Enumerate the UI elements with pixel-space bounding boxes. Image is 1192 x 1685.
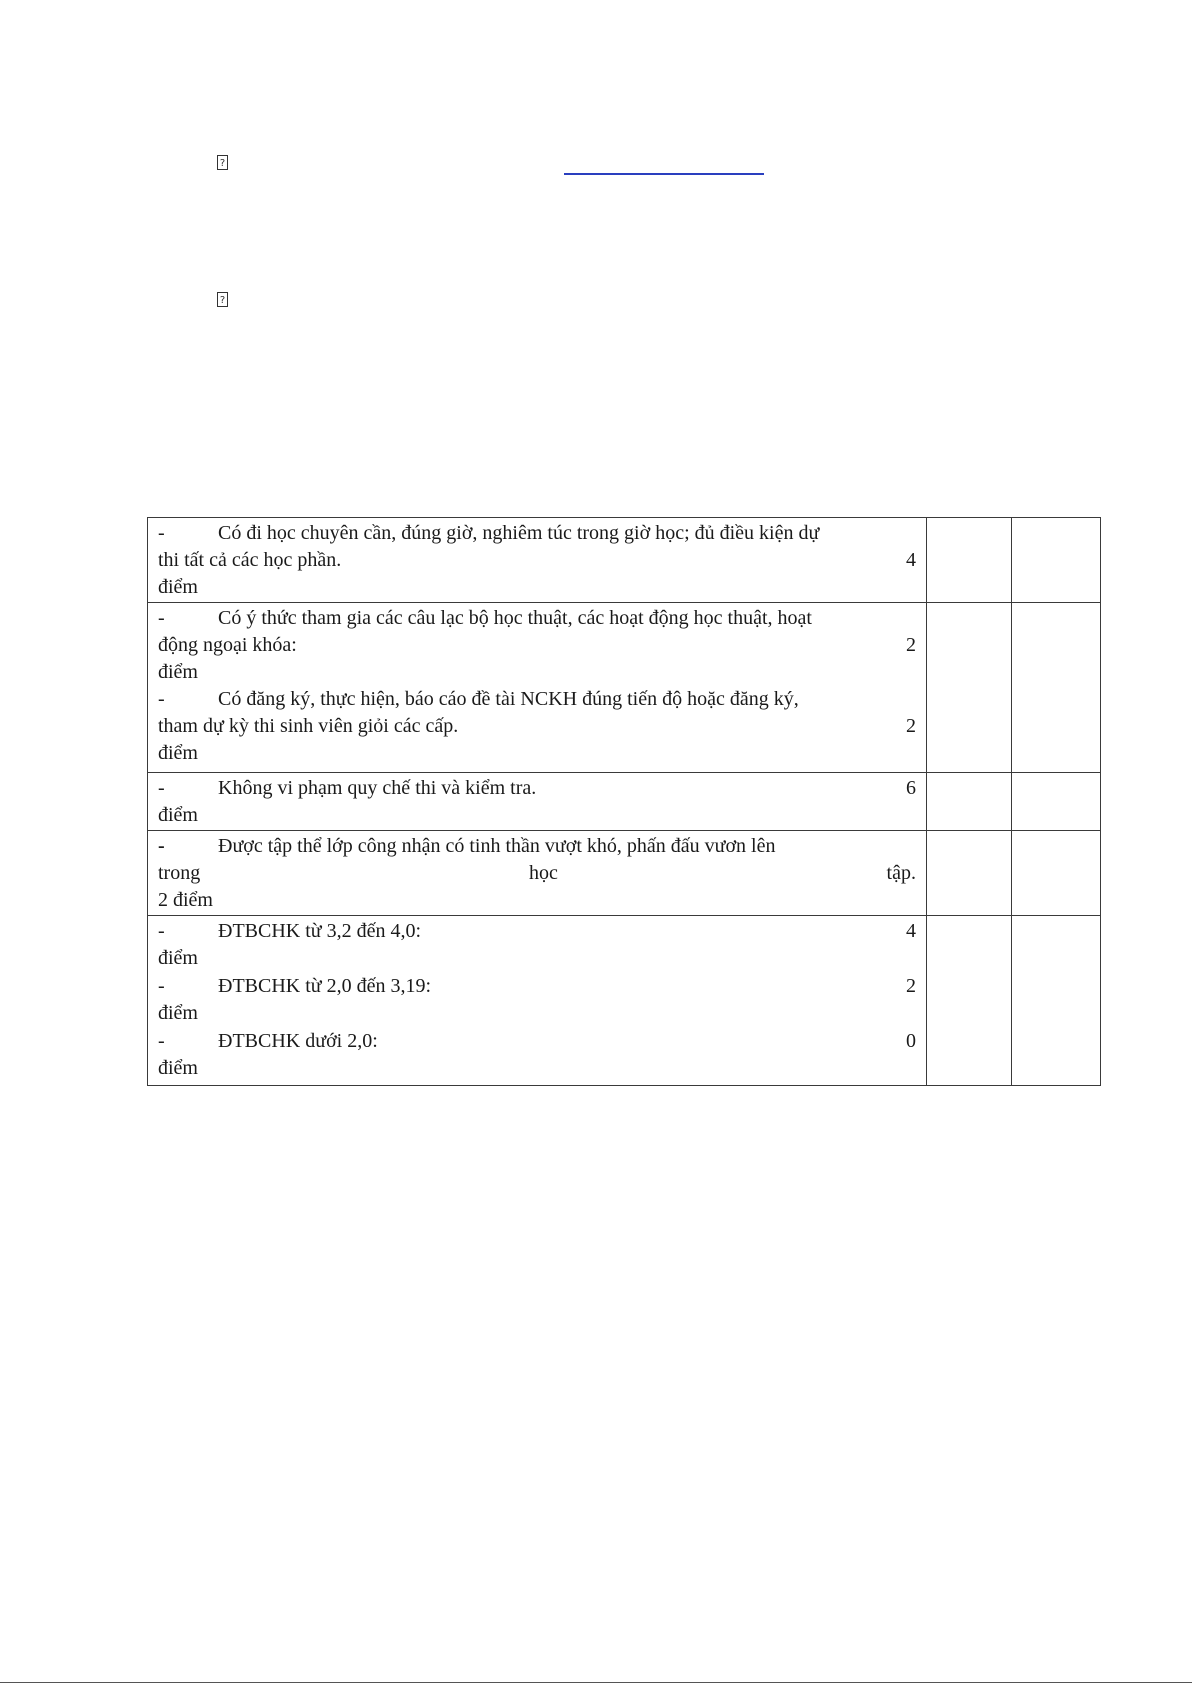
dash: - — [158, 975, 165, 997]
points-unit: điểm — [158, 742, 198, 764]
points-unit: điểm — [158, 804, 198, 826]
class-score-cell[interactable] — [1012, 773, 1101, 831]
points-value: 0 — [906, 1030, 916, 1052]
points-unit: điểm — [158, 661, 198, 683]
points-value: 2 — [906, 634, 916, 656]
dash: - — [158, 920, 165, 942]
points-unit: điểm — [158, 1002, 198, 1024]
criteria-cell — [148, 518, 927, 603]
criteria-cell — [148, 916, 927, 1086]
dash: - — [158, 607, 165, 629]
dash: - — [158, 522, 165, 544]
criterion-text: Có đăng ký, thực hiện, báo cáo đề tài NCKH đúng tiến độ hoặc đăng ký, — [218, 688, 799, 710]
criterion-text-cont: tập. — [886, 862, 916, 884]
criterion-text-cont: học — [528, 862, 558, 884]
criteria-cell — [148, 773, 927, 831]
dash: - — [158, 688, 165, 710]
self-score-cell[interactable] — [927, 916, 1012, 1086]
criterion-text-cont: tham dự kỳ thi sinh viên giỏi các cấp. — [158, 715, 459, 737]
scoring-criteria-table — [147, 517, 1101, 1086]
criterion-text: Có đi học chuyên cần, đúng giờ, nghiêm túc trong giờ học; đủ điều kiện dự — [218, 522, 820, 544]
missing-glyph-icon: ? — [217, 155, 228, 170]
table-row — [148, 603, 1101, 773]
self-score-cell[interactable] — [927, 773, 1012, 831]
points-value: 4 — [906, 549, 916, 571]
points-value: 2 — [906, 715, 916, 737]
criterion-text: ĐTBCHK dưới 2,0: — [218, 1030, 378, 1052]
table-row — [148, 831, 1101, 916]
class-score-cell[interactable] — [1012, 831, 1101, 916]
points-unit: điểm — [158, 576, 198, 598]
missing-glyph-icon: ? — [217, 292, 228, 307]
dash: - — [158, 777, 165, 799]
self-score-cell[interactable] — [927, 831, 1012, 916]
points-value: 4 — [906, 920, 916, 942]
criterion-text-cont: trong — [158, 862, 201, 884]
table-row — [148, 518, 1101, 603]
criterion-text-cont: động ngoại khóa: — [158, 634, 297, 656]
points-value: 2 — [906, 975, 916, 997]
table-row — [148, 773, 1101, 831]
criteria-cell — [148, 603, 927, 773]
points-unit: điểm — [158, 947, 198, 969]
dash: - — [158, 835, 165, 857]
criterion-text: ĐTBCHK từ 3,2 đến 4,0: — [218, 920, 422, 942]
class-score-cell[interactable] — [1012, 603, 1101, 773]
points-unit: 2 điểm — [158, 889, 213, 911]
dash: - — [158, 1030, 165, 1052]
points-value: 6 — [906, 777, 916, 799]
criterion-text: ĐTBCHK từ 2,0 đến 3,19: — [218, 975, 432, 997]
self-score-cell[interactable] — [927, 518, 1012, 603]
class-score-cell[interactable] — [1012, 916, 1101, 1086]
points-unit: điểm — [158, 1057, 198, 1079]
criterion-text: Được tập thể lớp công nhận có tinh thần vượt khó, phấn đấu vươn lên — [218, 835, 776, 857]
criterion-text: Có ý thức tham gia các câu lạc bộ học thuật, các hoạt động học thuật, hoạt — [218, 607, 812, 629]
criterion-text: Không vi phạm quy chế thi và kiểm tra. — [218, 777, 537, 799]
page-bottom-rule — [0, 1682, 1192, 1683]
table-row — [148, 916, 1101, 1086]
criterion-text-cont: thi tất cả các học phần. — [158, 549, 342, 571]
hyperlink-underline[interactable] — [564, 173, 764, 175]
criteria-cell — [148, 831, 927, 916]
class-score-cell[interactable] — [1012, 518, 1101, 603]
self-score-cell[interactable] — [927, 603, 1012, 773]
